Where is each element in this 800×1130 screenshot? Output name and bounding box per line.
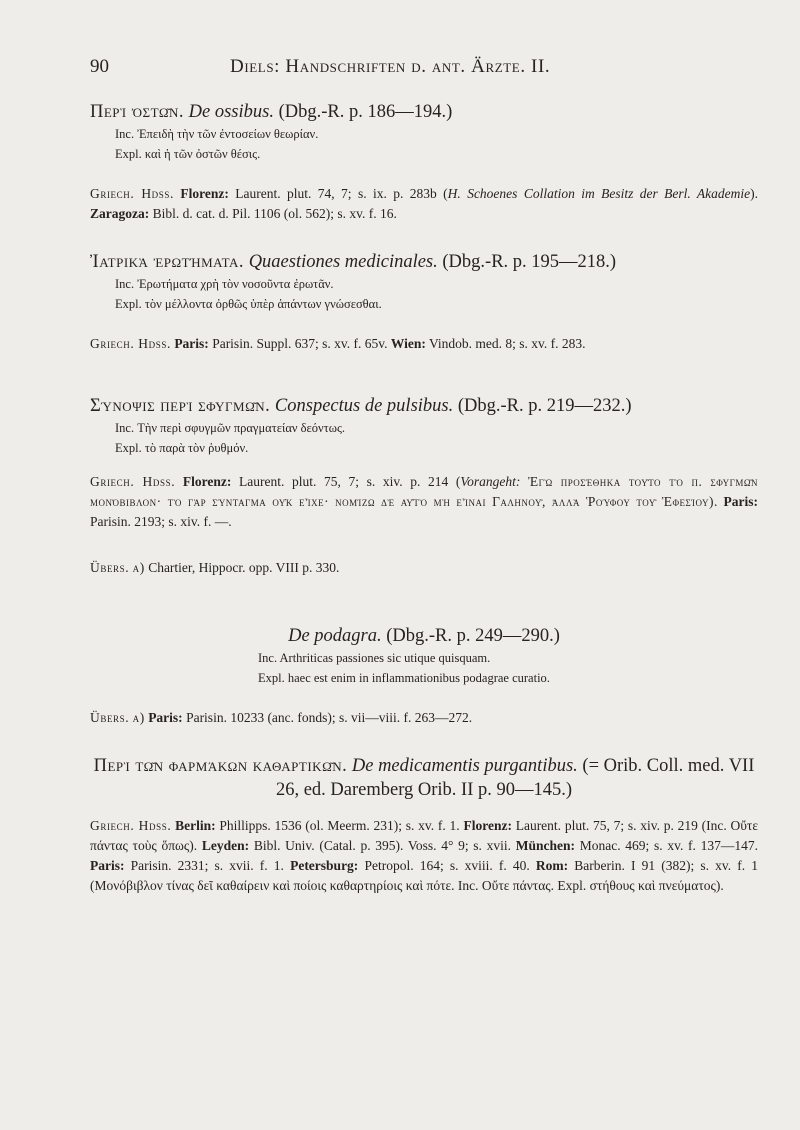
explicit: Expl. τὸν μέλλοντα ὀρθῶς ὑπὲρ ἁπάντων γνώσεσθαι. [115,297,382,311]
page-header [90,56,720,86]
latin-title: De podagra. [288,626,382,646]
shelfmark: Parisin. 10233 (anc. fonds); s. vii—viii. f. 263—272. [186,710,473,725]
running-title: Diels: Handschriften d. ant. Ärzte. II. [230,56,551,77]
shelfmark: Parisin. Suppl. 637; s. xv. f. 65v. [212,336,388,351]
shelfmark: Monac. 469; s. xv. f. 137—147. [579,838,759,853]
shelfmark: Laurent. plut. 75, 7; s. xiv. p. 219 (Inc. Οὔτε πάντας τοὺς ὅπως). [90,818,759,853]
entry-title-quaestiones [90,250,758,274]
page-number: 90 [90,56,109,77]
entry-title-medicamentis [90,754,758,802]
entry-title-ossibus [90,100,758,124]
greek-title: Περὶ τῶν φαρμάκων καθαρτικῶν. [93,756,348,776]
latin-title: Conspectus de pulsibus. [274,396,454,416]
shelfmark: Vindob. med. 8; s. xv. f. 283. [428,336,586,351]
library-city: Paris: [90,858,125,873]
edition-reference: (= Orib. Coll. med. VII 26, ed. Daremberg Orib. II p. 90—145.) [275,756,755,800]
shelfmark: Parisin. 2331; s. xvii. f. 1. [130,858,284,873]
explicit: Expl. haec est enim in inflammationibus podagrae curatio. [258,671,550,685]
manuscripts-paragraph-medicamentis [90,816,758,896]
shelfmark: Phillipps. 1536 (ol. Meerm. 231); s. xv. f. 1. [219,818,460,833]
list-marker: a) [132,560,145,575]
library-city: Zaragoza: [90,206,150,221]
section-lead: Griech. Hdss. [90,474,176,489]
manuscripts-paragraph-quaestiones [90,334,758,354]
library-city: Florenz: [463,818,512,833]
shelfmark: Laurent. plut. 74, 7; s. ix. p. 283b ( [235,186,448,201]
greek-title: Περὶ ὀστῶν. [90,102,185,122]
entry-title-podagra [90,624,758,648]
punctuation: ). [750,186,759,201]
incipit: Inc. Ἐπειδὴ τὴν τῶν ἐντοσείων θεωρίαν. [115,127,319,141]
greek-title: Σύνοψις περὶ σφυγμῶν. [90,396,271,416]
library-city: Paris: [148,710,183,725]
shelfmark: Barberin. I 91 (382); s. xv. f. 1 (Μονόβιβλον τίνας δεῖ καθαίρειν καὶ ποίοις καθαρτηρίοις καὶ πότε. Inc. Οὔτε πάντας. Expl. στήθους καὶ πνεύματος). [90,858,759,893]
greek-title: Ἰατρικὰ ἐρωτήματα. [90,252,245,272]
library-city: Petersburg: [290,858,359,873]
latin-title: Quaestiones medicinales. [248,252,438,272]
latin-title: De ossibus. [188,102,274,122]
library-city: Paris: [174,336,209,351]
incipit: Inc. Τὴν περὶ σφυγμῶν πραγματείαν δεόντως. [115,421,346,435]
manuscripts-paragraph-ossibus [90,184,758,224]
library-city: Rom: [535,858,569,873]
library-city: München: [515,838,575,853]
translations-paragraph-podagra [90,708,758,728]
section-lead: Übers. [90,710,130,725]
library-city: Paris: [723,494,758,509]
shelfmark: Petropol. 164; s. xviii. f. 40. [364,858,530,873]
list-marker: a) [132,710,145,725]
edition-reference: (Dbg.-R. p. 195—218.) [442,252,617,272]
shelfmark: Parisin. 2193; s. xiv. f. —. [90,514,232,529]
section-lead: Griech. Hdss. [90,186,174,201]
library-city: Berlin: [175,818,216,833]
library-city: Leyden: [201,838,250,853]
latin-title: De medicamentis purgantibus. [351,756,578,776]
shelfmark: Bibl. Univ. (Catal. p. 395). Voss. 4° 9; s. xvii. [253,838,512,853]
library-city: Florenz: [182,474,232,489]
section-lead: Griech. Hdss. [90,818,172,833]
library-city: Wien: [390,336,426,351]
edition-reference: (Dbg.-R. p. 219—232.) [457,396,632,416]
greek-note: Ἐγὼ προσέθηκα τοῦτο τὸ π. σφυγμῶν μονόβιβλον· τὸ γὰρ σύνταγμα οὐκ εἶχε· νομίζω δὲ αὐτὸ μὴ εἶναι Γαληνοῦ, ἀλλὰ Ῥούφου τοῦ Ἐφεσίου). [90,474,759,509]
manuscripts-paragraph-pulsibus [90,472,758,532]
edition-reference: (Dbg.-R. p. 186—194.) [278,102,453,122]
preceding-note-label: Vorangeht: [460,474,521,489]
collation-note: H. Schoenes Collation im Besitz der Berl. Akademie [447,186,751,201]
edition-reference: (Dbg.-R. p. 249—290.) [386,626,560,646]
shelfmark: Laurent. plut. 75, 7; s. xiv. p. 214 ( [238,474,461,489]
entry-title-pulsibus [90,394,758,418]
incipit: Inc. Ἐρωτήματα χρὴ τὸν νοσοῦντα ἐρωτᾶν. [115,277,334,291]
shelfmark: Bibl. d. cat. d. Pil. 1106 (ol. 562); s. xv. f. 16. [152,206,397,221]
library-city: Florenz: [180,186,229,201]
translation-reference: Chartier, Hippocr. opp. VIII p. 330. [148,560,340,575]
explicit: Expl. καὶ ἡ τῶν ὀστῶν θέσις. [115,147,261,161]
section-lead: Übers. [90,560,130,575]
section-lead: Griech. Hdss. [90,336,171,351]
incipit: Inc. Arthriticas passiones sic utique quisquam. [258,651,491,665]
page-body [90,100,758,896]
translations-paragraph-pulsibus [90,558,758,578]
explicit: Expl. τὸ παρὰ τὸν ῥυθμόν. [115,441,249,455]
